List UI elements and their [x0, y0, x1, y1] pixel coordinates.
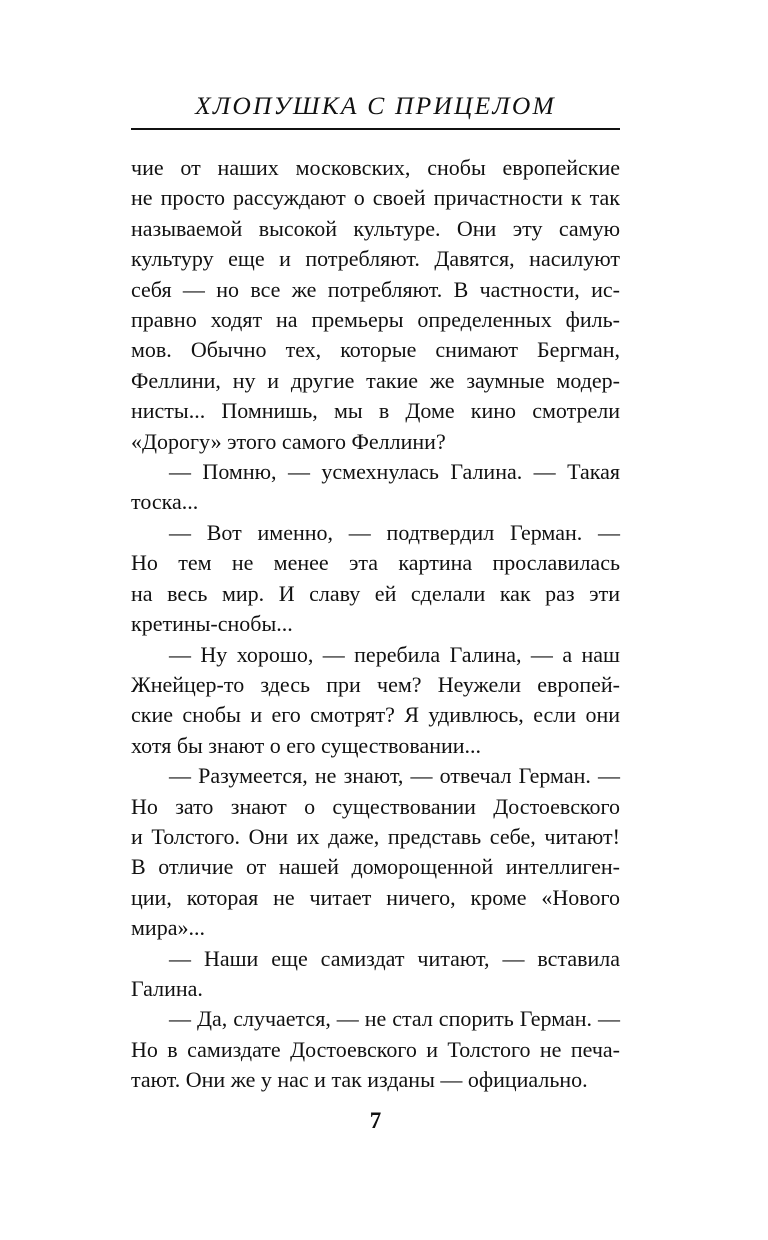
text-line: — Да, случается, — не стал спорить Герман. — [169, 1006, 620, 1032]
text-line: Феллини, ну и другие такие же заумные модер- [131, 367, 620, 393]
text-line: мира»... [131, 915, 205, 941]
text-line: мов. Обычно тех, которые снимают Бергман, [131, 337, 620, 363]
text-line: себя — но все же потребляют. В частности, ис- [131, 276, 620, 302]
text-line: Но тем не менее эта картина прославилась [131, 550, 620, 576]
paragraph [131, 1004, 620, 1095]
text-line: Жнейцер-то здесь при чем? Неужели европей- [131, 671, 620, 697]
text-line: чие от наших московских, снобы европейские [131, 155, 620, 180]
text-line: Галина. [131, 975, 203, 1001]
text-line: Но в самиздате Достоевского и Толстого не печа- [131, 1036, 620, 1062]
text-line: правно ходят на премьеры определенных филь- [131, 307, 620, 333]
text-line: ские снобы и его смотрят? Я удивлюсь, если они [131, 702, 620, 728]
text-line: нисты... Помнишь, мы в Доме кино смотрели [131, 398, 620, 424]
header-rule [131, 128, 620, 130]
text-line: — Вот именно, — подтвердил Герман. — [169, 519, 620, 545]
paragraph [131, 944, 620, 1005]
text-line: тоска... [131, 489, 199, 515]
paragraph [131, 518, 620, 640]
text-line: «Дорогу» этого самого Феллини? [131, 428, 446, 454]
text-line: хотя бы знают о его существовании... [131, 732, 482, 758]
text-line: культуру еще и потребляют. Давятся, насилуют [131, 246, 620, 272]
running-head: ХЛОПУШКА С ПРИЦЕЛОМ [195, 91, 556, 120]
text-line: называемой высокой культуре. Они эту самую [131, 215, 620, 241]
text-line: — Разумеется, не знают, — отвечал Герман. — [169, 763, 620, 789]
page-number: 7 [369, 1108, 382, 1133]
text-line: — Помню, — усмехнулась Галина. — Такая [169, 459, 620, 485]
text-line: ции, которая не читает ничего, кроме «Нового [131, 884, 620, 910]
text-line: — Наши еще самиздат читают, — вставила [169, 945, 620, 971]
paragraph [131, 761, 620, 943]
body-text [131, 153, 620, 1096]
paragraph [131, 457, 620, 518]
text-line: не просто рассуждают о своей причастности к так [131, 185, 620, 211]
text-line: Но зато знают о существовании Достоевского [131, 793, 620, 819]
text-line: тают. Они же у нас и так изданы — официально. [131, 1067, 588, 1093]
paragraph [131, 640, 620, 762]
text-line: кретины-снобы... [131, 611, 293, 637]
paragraph [131, 153, 620, 457]
text-line: и Толстого. Они их даже, представь себе, читают! [131, 823, 620, 849]
text-line: В отличие от нашей доморощенной интеллиген- [131, 854, 620, 880]
text-line: — Ну хорошо, — перебила Галина, — а наш [169, 641, 620, 667]
text-line: на весь мир. И славу ей сделали как раз эти [131, 580, 620, 606]
